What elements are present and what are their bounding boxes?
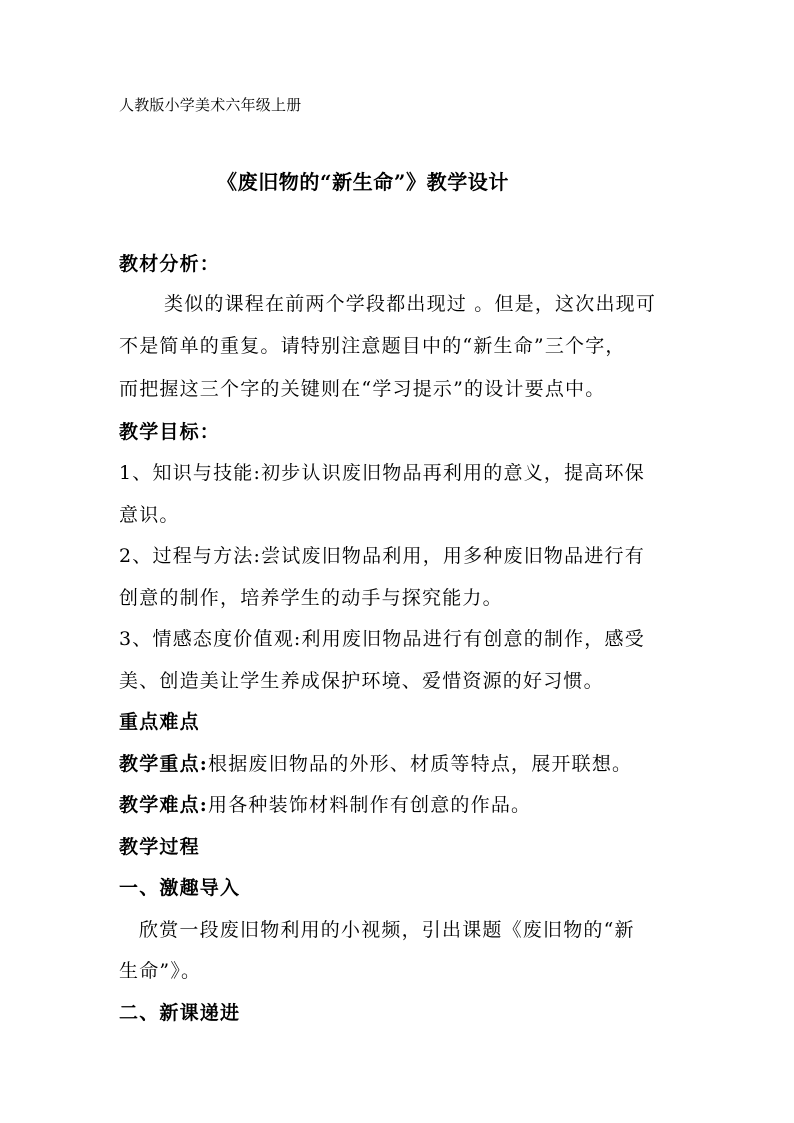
material-analysis-heading: 教材分析： xyxy=(119,253,221,275)
goal-line-1: 1、知识与技能:初步认识废旧物品再利用的意义，提高环保 xyxy=(119,462,645,484)
goals-heading: 教学目标： xyxy=(119,421,221,443)
material-analysis-line-3: 而把握这三个字的关键则在“学习提示”的设计要点中。 xyxy=(119,378,606,400)
teaching-focus-text: 根据废旧物品的外形、材质等特点，展开联想。 xyxy=(208,753,633,775)
step-1-heading: 一、激趣导入 xyxy=(119,877,241,899)
teaching-focus xyxy=(119,752,632,776)
document-title: 《废旧物的“新生命”》教学设计 xyxy=(217,170,510,194)
teaching-difficulty-text: 用各种装饰材料制作有创意的作品。 xyxy=(208,794,532,816)
step-2-heading: 二、新课递进 xyxy=(119,1002,241,1024)
course-subtitle: 人教版小学美术六年级上册 xyxy=(119,96,302,114)
key-points-heading: 重点难点 xyxy=(119,711,200,733)
teaching-difficulty-label: 教学难点: xyxy=(119,794,209,816)
teaching-focus-label: 教学重点: xyxy=(119,753,209,775)
goal-line-2: 意识。 xyxy=(119,504,180,526)
process-heading: 教学过程 xyxy=(119,836,200,858)
material-analysis-line-1: 类似的课程在前两个学段都出现过 。但是，这次出现可 xyxy=(164,293,657,315)
goal-line-4: 创意的制作，培养学生的动手与探究能力。 xyxy=(119,587,503,609)
material-analysis-line-2: 不是简单的重复。请特别注意题目中的“新生命”三个字， xyxy=(119,335,626,357)
goal-line-6: 美、创造美让学生养成保护环境、爱惜资源的好习惯。 xyxy=(119,670,604,692)
goal-line-3: 2、过程与方法:尝试废旧物品利用，用多种废旧物品进行有 xyxy=(119,545,645,567)
step-1-line-1: 欣赏一段废旧物利用的小视频，引出课题《废旧物的“新 xyxy=(139,919,635,941)
teaching-difficulty xyxy=(119,793,531,817)
step-1-line-2: 生命”》。 xyxy=(119,960,202,982)
goal-line-5: 3、情感态度价值观:利用废旧物品进行有创意的制作，感受 xyxy=(119,628,645,650)
